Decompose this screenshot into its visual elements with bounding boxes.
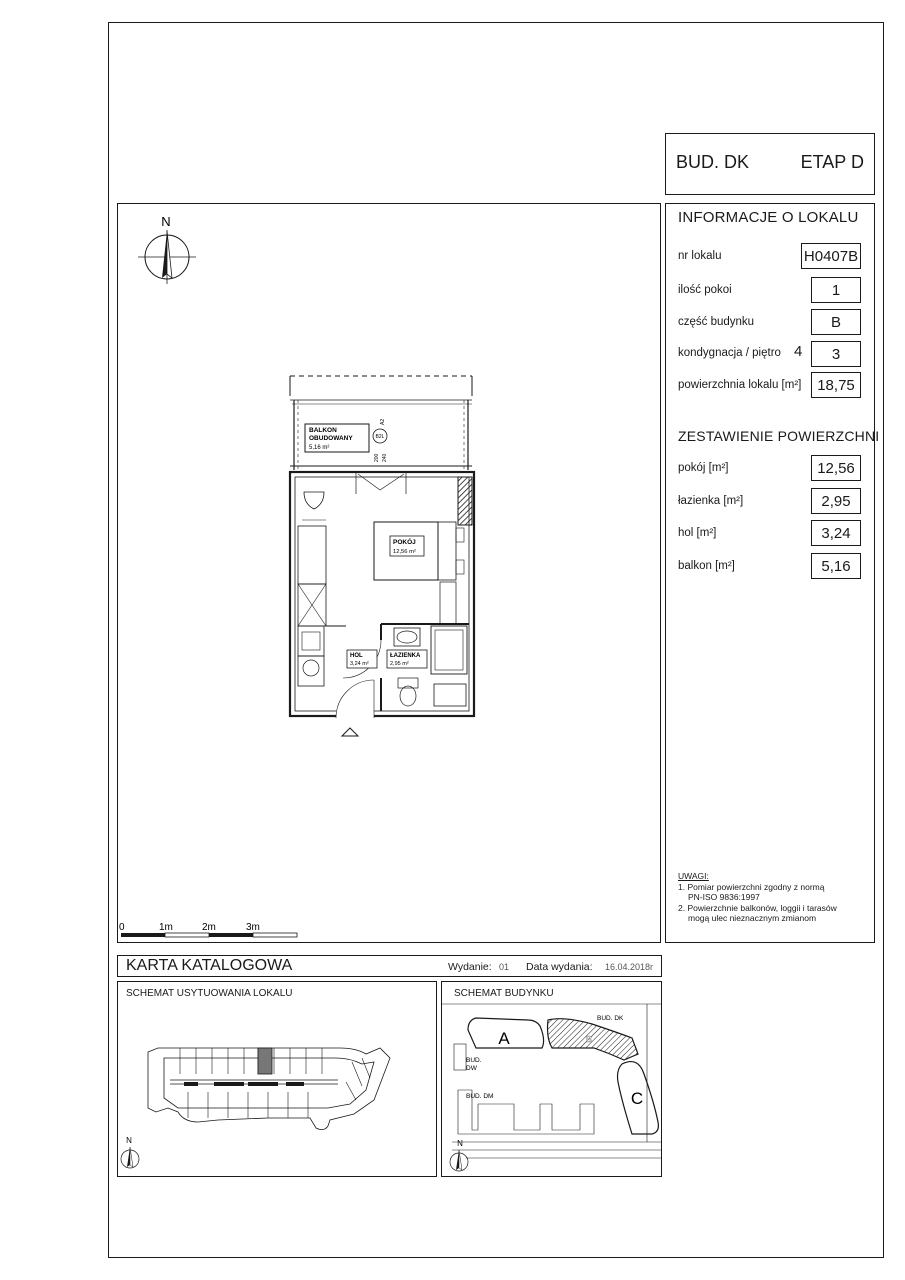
svg-text:3m: 3m bbox=[246, 922, 260, 933]
svg-text:N: N bbox=[126, 1136, 132, 1145]
svg-text:3,24 m²: 3,24 m² bbox=[350, 661, 369, 667]
info-label-area: powierzchnia lokalu [m²] bbox=[678, 379, 802, 391]
info-value-level: 4 bbox=[794, 343, 803, 360]
area-label-hall: hol [m²] bbox=[678, 527, 717, 539]
edition-label: Wydanie: bbox=[448, 961, 492, 973]
building-scheme-title: SCHEMAT BUDYNKU bbox=[454, 988, 554, 999]
svg-text:2m: 2m bbox=[202, 922, 216, 933]
area-label-bathroom: łazienka [m²] bbox=[678, 495, 744, 507]
north-arrow-icon bbox=[121, 1136, 139, 1168]
date-value: 16.04.2018r bbox=[605, 962, 654, 972]
notes-title: UWAGI: bbox=[678, 871, 709, 881]
svg-text:ŁAZIENKA: ŁAZIENKA bbox=[390, 653, 421, 659]
areas-title: ZESTAWIENIE POWIERZCHNI bbox=[678, 428, 880, 444]
floor-plan-panel bbox=[117, 203, 661, 943]
notes-line: 1. Pomiar powierzchni zgodny z normą bbox=[678, 881, 825, 892]
svg-text:240: 240 bbox=[382, 453, 388, 462]
location-scheme-title: SCHEMAT USYTUOWANIA LOKALU bbox=[126, 988, 293, 999]
bathroom-label bbox=[387, 650, 427, 668]
building-a-label: A bbox=[498, 1029, 510, 1048]
notes-line: 2. Powierzchnie balkonów, loggii i tarasów bbox=[678, 902, 837, 913]
area-label-balcony: balkon [m²] bbox=[678, 560, 735, 572]
location-scheme-plan bbox=[118, 982, 436, 1176]
svg-text:2,95 m²: 2,95 m² bbox=[390, 661, 409, 667]
window-tag bbox=[373, 419, 388, 462]
scale-bar bbox=[119, 922, 297, 937]
info-value-part: B bbox=[811, 309, 861, 335]
stage-label: ETAP D bbox=[800, 152, 864, 172]
north-label: N bbox=[161, 214, 171, 229]
header-box bbox=[665, 133, 875, 195]
info-label-floor: kondygnacja / piętro bbox=[678, 347, 781, 359]
unit-highlight bbox=[258, 1048, 272, 1074]
info-value-rooms: 1 bbox=[811, 277, 861, 303]
building-b-label: B bbox=[586, 1035, 592, 1044]
svg-text:OBUDOWANY: OBUDOWANY bbox=[309, 435, 353, 442]
svg-text:BALKON: BALKON bbox=[309, 427, 337, 434]
building-scheme-plan bbox=[442, 982, 661, 1176]
area-label-room: pokój [m²] bbox=[678, 462, 729, 474]
north-arrow-icon bbox=[138, 214, 196, 284]
area-value-bathroom: 2,95 bbox=[811, 488, 861, 514]
catalog-title: KARTA KATALOGOWA bbox=[126, 957, 293, 974]
area-value-room: 12,56 bbox=[811, 455, 861, 481]
notes-line: mogą ulec nieznacznym zmianom bbox=[688, 913, 817, 923]
info-label-number: nr lokalu bbox=[678, 250, 722, 262]
info-value-floor: 3 bbox=[811, 341, 861, 367]
notes bbox=[678, 871, 837, 924]
info-value-area: 18,75 bbox=[811, 372, 861, 398]
floor-plan bbox=[118, 204, 660, 942]
building-dm-label: BUD. DM bbox=[466, 1093, 494, 1100]
info-label-part: część budynku bbox=[678, 316, 755, 328]
date-label: Data wydania: bbox=[526, 961, 593, 973]
svg-text:A2: A2 bbox=[380, 418, 386, 425]
svg-text:200: 200 bbox=[374, 453, 380, 462]
info-label-rooms: ilość pokoi bbox=[678, 284, 732, 296]
svg-text:5,16 m²: 5,16 m² bbox=[309, 445, 330, 451]
entrance-arrow-icon bbox=[342, 728, 358, 736]
svg-text:N: N bbox=[457, 1139, 463, 1148]
edition-value: 01 bbox=[499, 962, 510, 972]
catalog-header bbox=[117, 955, 662, 977]
balcony-label bbox=[305, 424, 369, 452]
hall-label bbox=[347, 650, 377, 668]
building-dw-label-2: DW bbox=[466, 1065, 477, 1072]
building-scheme bbox=[441, 981, 662, 1177]
building-dk-label: BUD. DK bbox=[597, 1015, 624, 1022]
building-c-label: C bbox=[630, 1089, 644, 1108]
svg-text:B2L: B2L bbox=[375, 434, 385, 440]
bed bbox=[374, 522, 464, 624]
svg-text:0: 0 bbox=[119, 922, 125, 933]
info-panel bbox=[665, 203, 880, 943]
building-dw-label: BUD. bbox=[466, 1057, 482, 1064]
area-value-balcony: 5,16 bbox=[811, 553, 861, 579]
building-label: BUD. DK bbox=[676, 152, 750, 172]
svg-text:HOL: HOL bbox=[350, 653, 363, 659]
svg-text:12,56 m²: 12,56 m² bbox=[393, 549, 416, 555]
info-title: INFORMACJE O LOKALU bbox=[678, 209, 859, 226]
svg-text:POKÓJ: POKÓJ bbox=[393, 539, 416, 546]
kitchenette bbox=[298, 492, 326, 686]
svg-text:1m: 1m bbox=[159, 922, 173, 933]
north-arrow-icon bbox=[450, 1139, 468, 1171]
location-scheme bbox=[117, 981, 437, 1177]
area-value-hall: 3,24 bbox=[811, 520, 861, 546]
info-value-number: H0407B bbox=[801, 243, 861, 269]
notes-line: PN-ISO 9836:1997 bbox=[688, 892, 760, 902]
